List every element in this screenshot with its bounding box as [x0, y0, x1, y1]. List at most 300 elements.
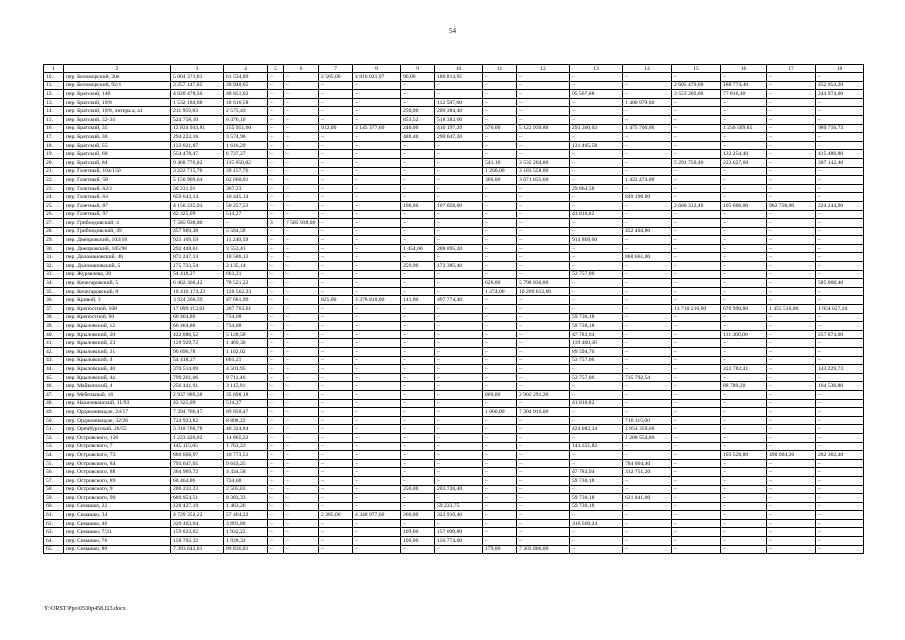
file-path-footer: Y:\ORST\Ppo\0530p458.f23.docx [44, 606, 126, 612]
value-cell-col-10: 112 587,60 [435, 98, 483, 107]
value-cell-col-8: – [353, 519, 401, 528]
value-cell-col-8: – [353, 494, 401, 503]
value-cell-col-18: – [816, 244, 864, 253]
value-cell-col-4: 14 865,22 [224, 433, 268, 442]
address-cell: пер. Братский, 14б [64, 90, 171, 99]
row-number-cell: 45. [44, 373, 64, 382]
value-cell-col-15: – [672, 236, 721, 245]
value-cell-col-3: 422 086,52 [171, 330, 224, 339]
value-cell-col-7: – [319, 545, 353, 554]
value-cell-col-6: – [284, 365, 319, 374]
column-number-14: 14 [623, 65, 672, 73]
value-cell-col-4: 5 564,58 [224, 227, 268, 236]
value-cell-col-5: – [268, 133, 284, 142]
value-cell-col-10: 203 726,40 [435, 485, 483, 494]
value-cell-col-16: – [721, 184, 767, 193]
value-cell-col-17: – [767, 210, 816, 219]
value-cell-col-14: 621 841,00 [623, 494, 672, 503]
value-cell-col-9: – [401, 253, 435, 262]
value-cell-col-15: – [672, 167, 721, 176]
value-cell-col-5: – [268, 356, 284, 365]
value-cell-col-5: – [268, 528, 284, 537]
value-cell-col-14: – [623, 115, 672, 124]
table-row [44, 124, 864, 133]
value-cell-col-10: 410 197,20 [435, 124, 483, 133]
value-cell-col-17: – [767, 81, 816, 90]
value-cell-col-11: 576,00 [483, 124, 517, 133]
value-cell-col-11: – [483, 184, 517, 193]
value-cell-col-6: – [284, 313, 319, 322]
value-cell-col-15: – [672, 485, 721, 494]
column-number-12: 12 [517, 65, 570, 73]
value-cell-col-15: – [672, 279, 721, 288]
value-cell-col-7: 2 385,00 [319, 511, 353, 520]
value-cell-col-13: – [570, 459, 623, 468]
table-row [44, 468, 864, 477]
value-cell-col-10: – [435, 141, 483, 150]
value-cell-col-16: – [721, 408, 767, 417]
value-cell-col-3: 256 441,91 [171, 382, 224, 391]
value-cell-col-15: 2 666 312,40 [672, 201, 721, 210]
value-cell-col-16: – [721, 373, 767, 382]
value-cell-col-3: 859 643,14 [171, 193, 224, 202]
address-cell: пер. Братский, 68 [64, 150, 171, 159]
value-cell-col-18: – [816, 167, 864, 176]
value-cell-col-8: – [353, 348, 401, 357]
value-cell-col-13: – [570, 201, 623, 210]
value-cell-col-3: 17 099 113,61 [171, 305, 224, 314]
value-cell-col-12: – [517, 528, 570, 537]
value-cell-col-4: 57 464,22 [224, 511, 268, 520]
value-cell-col-3: 54 418,27 [171, 270, 224, 279]
value-cell-col-15: – [672, 476, 721, 485]
value-cell-col-18: – [816, 73, 864, 82]
value-cell-col-16: – [721, 468, 767, 477]
column-number-5: 5 [268, 65, 284, 73]
value-cell-col-11: – [483, 442, 517, 451]
value-cell-col-3: 54 418,27 [171, 356, 224, 365]
value-cell-col-17: – [767, 330, 816, 339]
address-cell: пер. Оренбургский, 26/55 [64, 425, 171, 434]
value-cell-col-13: – [570, 511, 623, 520]
value-cell-col-5: – [268, 382, 284, 391]
value-cell-col-7: – [319, 98, 353, 107]
column-number-13: 13 [570, 65, 623, 73]
value-cell-col-17: – [767, 244, 816, 253]
value-cell-col-11: – [483, 253, 517, 262]
value-cell-col-17: – [767, 459, 816, 468]
value-cell-col-17: – [767, 279, 816, 288]
address-cell: пер. Островского, 73 [64, 451, 171, 460]
value-cell-col-9: 853,52 [401, 115, 435, 124]
value-cell-col-3: 12 834 943,81 [171, 124, 224, 133]
value-cell-col-9: – [401, 425, 435, 434]
value-cell-col-9: – [401, 270, 435, 279]
value-cell-col-12: – [517, 81, 570, 90]
value-cell-col-6: – [284, 279, 319, 288]
value-cell-col-15: – [672, 451, 721, 460]
value-cell-col-4: 62 660,01 [224, 176, 268, 185]
value-cell-col-15: 5 291 750,40 [672, 158, 721, 167]
value-cell-col-8: 4 348 977,60 [353, 511, 401, 520]
value-cell-col-15: – [672, 408, 721, 417]
table-row [44, 356, 864, 365]
value-cell-col-7: – [319, 184, 353, 193]
value-cell-col-9: – [401, 98, 435, 107]
value-cell-col-14: 860 661,00 [623, 253, 672, 262]
table-row [44, 193, 864, 202]
value-cell-col-15: – [672, 537, 721, 546]
value-cell-col-3: 689 954,51 [171, 494, 224, 503]
value-cell-col-10: 173 385,40 [435, 262, 483, 271]
value-cell-col-5: – [268, 98, 284, 107]
address-cell: пер. Братский, 84 [64, 158, 171, 167]
value-cell-col-12: – [517, 511, 570, 520]
row-number-cell: 51. [44, 425, 64, 434]
value-cell-col-6: – [284, 322, 319, 331]
value-cell-col-12: – [517, 330, 570, 339]
value-cell-col-7: – [319, 313, 353, 322]
row-number-cell: 59. [44, 494, 64, 503]
value-cell-col-15: – [672, 73, 721, 82]
value-cell-col-18: – [816, 537, 864, 546]
value-cell-col-11: – [483, 90, 517, 99]
table-row [44, 210, 864, 219]
row-number-cell: 55. [44, 459, 64, 468]
value-cell-col-18: 452 953,20 [816, 81, 864, 90]
value-cell-col-12: – [517, 433, 570, 442]
value-cell-col-8: – [353, 236, 401, 245]
value-cell-col-6: – [284, 124, 319, 133]
value-cell-col-15: – [672, 133, 721, 142]
value-cell-col-3: 42 325,09 [171, 399, 224, 408]
value-cell-col-3: 724 923,82 [171, 416, 224, 425]
value-cell-col-8: – [353, 399, 401, 408]
value-cell-col-13: – [570, 433, 623, 442]
value-cell-col-8: – [353, 322, 401, 331]
value-cell-col-13: – [570, 193, 623, 202]
value-cell-col-7: – [319, 373, 353, 382]
value-cell-col-3: 120 929,72 [171, 339, 224, 348]
value-cell-col-15: – [672, 511, 721, 520]
value-cell-col-5: – [268, 270, 284, 279]
value-cell-col-7: – [319, 330, 353, 339]
value-cell-col-6: – [284, 184, 319, 193]
value-cell-col-15: – [672, 150, 721, 159]
table-row [44, 296, 864, 305]
value-cell-col-3: 799 261,06 [171, 373, 224, 382]
value-cell-col-15: – [672, 287, 721, 296]
row-number-cell: 28. [44, 227, 64, 236]
value-cell-col-9: – [401, 339, 435, 348]
value-cell-col-8: – [353, 210, 401, 219]
value-cell-col-18: – [816, 98, 864, 107]
value-cell-col-17: – [767, 348, 816, 357]
column-number-9: 9 [401, 65, 435, 73]
table-row [44, 485, 864, 494]
value-cell-col-5: – [268, 167, 284, 176]
value-cell-col-11: – [483, 339, 517, 348]
value-cell-col-12: – [517, 210, 570, 219]
value-cell-col-10: – [435, 433, 483, 442]
value-cell-col-9: 141,00 [401, 296, 435, 305]
value-cell-col-18: – [816, 408, 864, 417]
value-cell-col-12: – [517, 519, 570, 528]
value-cell-col-17: – [767, 193, 816, 202]
value-cell-col-11: – [483, 322, 517, 331]
value-cell-col-13: – [570, 545, 623, 554]
value-cell-col-15: – [672, 545, 721, 554]
address-cell: пер. Братский, 35 [64, 124, 171, 133]
value-cell-col-11: – [483, 459, 517, 468]
value-cell-col-3: 133 021,87 [171, 141, 224, 150]
address-cell: пер. Братский, 19/8, литера а, а1 [64, 107, 171, 116]
value-cell-col-13: – [570, 115, 623, 124]
table-row [44, 425, 864, 434]
value-cell-col-14: 452 404,80 [623, 227, 672, 236]
value-cell-col-13: 89 594,76 [570, 348, 623, 357]
address-cell: пер. Орджоникидзе, 32/26 [64, 416, 171, 425]
value-cell-col-8: – [353, 313, 401, 322]
value-cell-col-5: – [268, 313, 284, 322]
value-cell-col-16: – [721, 494, 767, 503]
value-cell-col-16: 1 250 509,85 [721, 124, 767, 133]
value-cell-col-18: – [816, 476, 864, 485]
value-cell-col-18: – [816, 433, 864, 442]
value-cell-col-17: – [767, 511, 816, 520]
value-cell-col-9: – [401, 399, 435, 408]
value-cell-col-12: – [517, 322, 570, 331]
column-number-2: 2 [64, 65, 171, 73]
value-cell-col-10: – [435, 425, 483, 434]
row-number-cell: 26. [44, 210, 64, 219]
value-cell-col-17: – [767, 296, 816, 305]
value-cell-col-12: 10 289 612,00 [517, 287, 570, 296]
value-cell-col-13: – [570, 73, 623, 82]
value-cell-col-11: 1 200,00 [483, 167, 517, 176]
value-cell-col-5: – [268, 73, 284, 82]
value-cell-col-4: 367,33 [224, 184, 268, 193]
value-cell-col-13: 59 730,18 [570, 502, 623, 511]
value-cell-col-6: – [284, 115, 319, 124]
column-number-15: 15 [672, 65, 721, 73]
value-cell-col-6: – [284, 390, 319, 399]
value-cell-col-16: – [721, 287, 767, 296]
value-cell-col-7: – [319, 193, 353, 202]
value-cell-col-14: 1 475 700,00 [623, 124, 672, 133]
table-row [44, 416, 864, 425]
value-cell-col-16: – [721, 399, 767, 408]
value-cell-col-5: – [268, 184, 284, 193]
value-cell-col-13: – [570, 390, 623, 399]
value-cell-col-13: – [570, 98, 623, 107]
value-cell-col-11: – [483, 193, 517, 202]
value-cell-col-11: – [483, 348, 517, 357]
value-cell-col-10: 209 384,40 [435, 107, 483, 116]
value-cell-col-17: – [767, 236, 816, 245]
value-cell-col-12: – [517, 485, 570, 494]
value-cell-col-7: – [319, 468, 353, 477]
value-cell-col-17: – [767, 399, 816, 408]
value-cell-col-10: 186 814,95 [435, 73, 483, 82]
value-cell-col-8: – [353, 545, 401, 554]
value-cell-col-15: – [672, 244, 721, 253]
value-cell-col-12: – [517, 373, 570, 382]
value-cell-col-5: – [268, 287, 284, 296]
value-cell-col-8: – [353, 184, 401, 193]
value-cell-col-3: 886 668,97 [171, 451, 224, 460]
value-cell-col-18: 1 054 627,20 [816, 305, 864, 314]
row-number-cell: 44. [44, 365, 64, 374]
value-cell-col-15: – [672, 262, 721, 271]
value-cell-col-3: 5 156 969,64 [171, 176, 224, 185]
value-cell-col-4: 10 445,14 [224, 193, 268, 202]
value-cell-col-14: – [623, 390, 672, 399]
value-cell-col-6: – [284, 451, 319, 460]
value-cell-col-4: 1 616,29 [224, 141, 268, 150]
value-cell-col-14: – [623, 502, 672, 511]
value-cell-col-12: 5 798 830,80 [517, 279, 570, 288]
value-cell-col-13: 59 730,18 [570, 494, 623, 503]
address-cell: пер. Островского, 7 [64, 442, 171, 451]
value-cell-col-7: 912,00 [319, 124, 353, 133]
value-cell-col-5: – [268, 305, 284, 314]
value-cell-col-16: – [721, 133, 767, 142]
column-number-11: 11 [483, 65, 517, 73]
value-cell-col-16: – [721, 107, 767, 116]
value-cell-col-13: – [570, 176, 623, 185]
value-cell-col-9: – [401, 236, 435, 245]
value-cell-col-6: – [284, 210, 319, 219]
value-cell-col-11: – [483, 262, 517, 271]
value-cell-col-3: 3 318 766,78 [171, 425, 224, 434]
value-cell-col-6: – [284, 193, 319, 202]
value-cell-col-4: 39 157,76 [224, 167, 268, 176]
table-row [44, 107, 864, 116]
value-cell-col-12: – [517, 184, 570, 193]
table-row [44, 330, 864, 339]
value-cell-col-18: 585 008,40 [816, 279, 864, 288]
address-cell: пер. Братский, 36 [64, 133, 171, 142]
table-row [44, 519, 864, 528]
table-row [44, 305, 864, 314]
value-cell-col-3: 370 514,09 [171, 365, 224, 374]
value-cell-col-11: – [483, 502, 517, 511]
value-cell-col-3: 30 231,91 [171, 184, 224, 193]
table-row [44, 141, 864, 150]
row-number-cell: 11. [44, 81, 64, 90]
value-cell-col-10: 322 910,40 [435, 511, 483, 520]
value-cell-col-9: – [401, 365, 435, 374]
value-cell-col-13: – [570, 287, 623, 296]
value-cell-col-10: – [435, 287, 483, 296]
value-cell-col-8: – [353, 373, 401, 382]
value-cell-col-5: – [268, 502, 284, 511]
value-cell-col-18: 282 362,40 [816, 451, 864, 460]
value-cell-col-9: – [401, 519, 435, 528]
value-cell-col-13: – [570, 305, 623, 314]
value-cell-col-9: – [401, 356, 435, 365]
row-number-cell: 23. [44, 184, 64, 193]
value-cell-col-10: – [435, 167, 483, 176]
value-cell-col-5: – [268, 408, 284, 417]
value-cell-col-8: 3 378 810,00 [353, 296, 401, 305]
value-cell-col-16: – [721, 485, 767, 494]
value-cell-col-8: 3 145 377,60 [353, 124, 401, 133]
value-cell-col-8: – [353, 262, 401, 271]
value-cell-col-12: – [517, 201, 570, 210]
value-cell-col-6: – [284, 141, 319, 150]
value-cell-col-10: – [435, 219, 483, 228]
value-cell-col-11: – [483, 73, 517, 82]
value-cell-col-11: – [483, 107, 517, 116]
value-cell-col-6: – [284, 81, 319, 90]
value-cell-col-7: – [319, 158, 353, 167]
row-number-cell: 31. [44, 253, 64, 262]
value-cell-col-16: 188 774,40 [721, 81, 767, 90]
value-cell-col-12: – [517, 416, 570, 425]
address-cell: пер. Грибоедовский, 4 [64, 219, 171, 228]
value-cell-col-11: – [483, 356, 517, 365]
value-cell-col-13: – [570, 167, 623, 176]
value-cell-col-8: – [353, 98, 401, 107]
value-cell-col-14: – [623, 382, 672, 391]
value-cell-col-13: 424 082,34 [570, 425, 623, 434]
value-cell-col-14: – [623, 90, 672, 99]
value-cell-col-12: – [517, 133, 570, 142]
value-cell-col-18: – [816, 210, 864, 219]
value-cell-col-6: – [284, 158, 319, 167]
value-cell-col-12: – [517, 115, 570, 124]
value-cell-col-6: – [284, 227, 319, 236]
value-cell-col-4: 514,27 [224, 399, 268, 408]
value-cell-col-18: – [816, 485, 864, 494]
value-cell-col-11: – [483, 519, 517, 528]
value-cell-col-12: – [517, 219, 570, 228]
value-cell-col-3: 159 023,02 [171, 528, 224, 537]
table-row [44, 502, 864, 511]
value-cell-col-17: – [767, 115, 816, 124]
value-cell-col-3: 145 115,05 [171, 442, 224, 451]
address-cell: пер. Семашко, 76 [64, 537, 171, 546]
value-cell-col-9: – [401, 322, 435, 331]
value-cell-col-3: 793 647,65 [171, 459, 224, 468]
value-cell-col-13: 53 757,06 [570, 356, 623, 365]
value-cell-col-11: – [483, 227, 517, 236]
value-cell-col-14: – [623, 330, 672, 339]
value-cell-col-4: 1 463,26 [224, 502, 268, 511]
value-cell-col-10: – [435, 519, 483, 528]
value-cell-col-3: 175 723,54 [171, 262, 224, 271]
value-cell-col-16: – [721, 227, 767, 236]
value-cell-col-13: 119 460,36 [570, 339, 623, 348]
page-number: 54 [449, 27, 456, 35]
value-cell-col-7: – [319, 236, 353, 245]
value-cell-col-11: – [483, 399, 517, 408]
value-cell-col-6: – [284, 528, 319, 537]
value-cell-col-11: – [483, 451, 517, 460]
table-row [44, 158, 864, 167]
value-cell-col-14: – [623, 528, 672, 537]
value-cell-col-10: – [435, 81, 483, 90]
value-cell-col-4: 9 711,46 [224, 373, 268, 382]
value-cell-col-15: – [672, 425, 721, 434]
row-number-cell: 56. [44, 468, 64, 477]
value-cell-col-13: 47 783,94 [570, 330, 623, 339]
table-row [44, 115, 864, 124]
value-cell-col-13: – [570, 150, 623, 159]
value-cell-col-9: 100,00 [401, 537, 435, 546]
